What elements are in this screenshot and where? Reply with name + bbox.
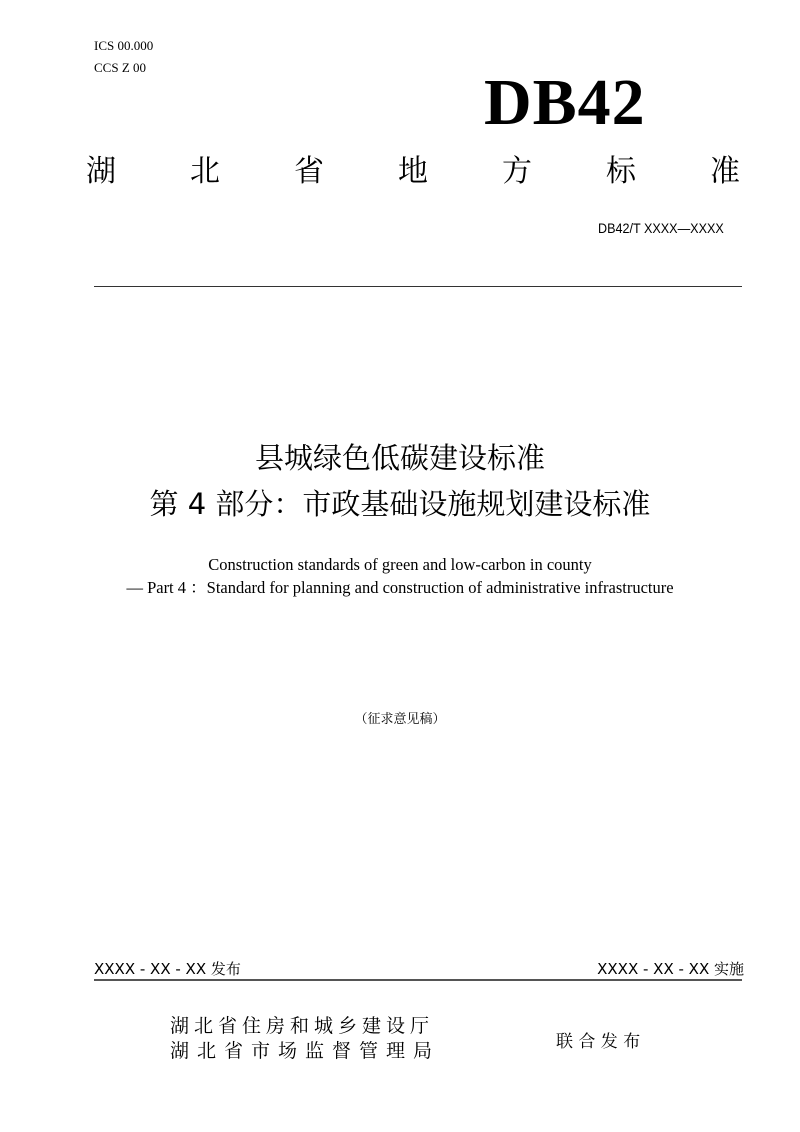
province-char: 准 xyxy=(710,154,740,189)
header-divider xyxy=(94,286,742,287)
ccs-code: CCS Z 00 xyxy=(94,60,147,75)
province-char: 北 xyxy=(190,154,220,189)
footer-divider xyxy=(94,979,742,981)
title-en-line2: — Part 4 ：Standard for planning and construction of administrative infrastructure xyxy=(126,578,674,597)
title-en-line1: Construction standards of green and low-carbon in county xyxy=(208,555,592,574)
joint-release: 联 合 发 布 xyxy=(556,1032,641,1052)
release-date: XXXX - XX - XX 发布 xyxy=(94,960,241,978)
province-char: 地 xyxy=(398,154,428,189)
title-zh-line1: 县城绿色低碳建设标准 xyxy=(254,441,545,475)
province-standard-heading xyxy=(86,152,740,192)
issuer-market-bureau: 湖北省市场监督管理局 xyxy=(170,1040,441,1062)
province-char: 标 xyxy=(606,154,636,189)
effective-date: XXXX - XX - XX 实施 xyxy=(597,960,744,978)
province-char: 方 xyxy=(502,154,532,189)
province-char: 省 xyxy=(294,154,324,189)
standard-number: DB42/T XXXX—XXXX xyxy=(598,220,724,236)
issuer-housing-dept: 湖北省住房和城乡建设厅 xyxy=(170,1015,435,1037)
ics-code: ICS 00.000 xyxy=(94,38,154,53)
province-char: 湖 xyxy=(86,154,116,189)
draft-note: （征求意见稿） xyxy=(354,712,446,727)
db42-logo: DB42 xyxy=(484,66,646,139)
title-zh-line2: 第 4 部分：市政基础设施规划建设标准 xyxy=(149,487,651,521)
